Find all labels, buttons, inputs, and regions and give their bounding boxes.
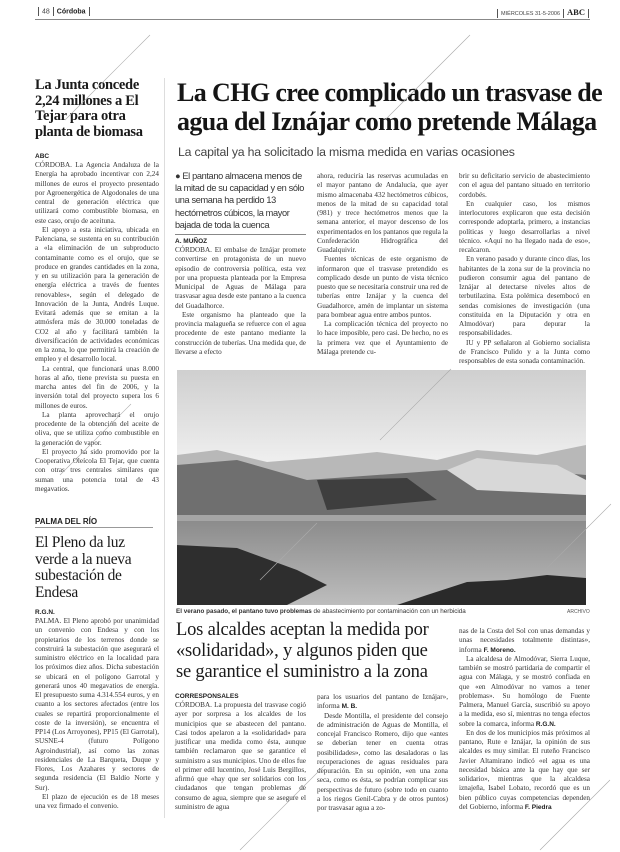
paragraph: El plazo de ejecución es de 18 meses una vez firmado el convenio. xyxy=(35,792,159,810)
divider xyxy=(497,9,498,18)
left-story-2-byline: R.G.N. xyxy=(35,609,55,616)
second-byline: CORRESPONSALES xyxy=(175,693,239,700)
brand-logo: ABC xyxy=(567,7,585,17)
paragraph: El proyecto ha sido promovido por la Cooperativa Oleícola El Tejar, que cuenta con otras tres centrales similares que suman una potencia total de 43 megavatios. xyxy=(35,447,159,493)
paragraph xyxy=(459,655,590,729)
signature: F. Piedra xyxy=(524,803,552,811)
main-headline-line-2: agua del Iznájar como pretende Málaga xyxy=(177,107,597,136)
page-number: 48 xyxy=(42,8,50,16)
paragraph xyxy=(459,729,590,812)
photo-caption-text: de abastecimiento por contaminación con un herbicida xyxy=(313,608,466,615)
paragraph-text: La alcaldesa de Almodóvar, Sierra Luque, también se mostró partidaria de compartir el agua con Málaga, y se mostró confiada en que «en Almodóvar no vamos a tener problemas». Su homólogo de Fuente Palmera, Manuel García, suscribió su apoyo a la medida, eso sí, mientras no tenga efectos sobre la comarca, informa xyxy=(459,654,590,728)
second-headline-line-1: Los alcaldes aceptan la medida por xyxy=(176,620,429,640)
signature: R.G.N. xyxy=(535,720,556,728)
paragraph xyxy=(459,627,590,655)
left-story-1-body xyxy=(35,161,159,494)
left-story-2-body xyxy=(35,617,159,811)
paragraph xyxy=(317,693,448,712)
second-col-3 xyxy=(459,627,590,812)
main-col-1 xyxy=(175,246,306,357)
paragraph: IU y PP señalaron al Gobierno socialista de Francisco Pulido y a la Junta como responsables de esta sonada contaminación. xyxy=(459,338,590,365)
main-headline-line-1: La CHG cree complicado un trasvase de xyxy=(177,78,603,107)
paragraph: Fuentes técnicas de este organismo de informaron que el trasvase pretendido es complicado desde un punto de vista técnico puesto que se necesitaría construir una red de tuberías entre Iznájar y la cuenca del Guadalhorce, amén de implantar un sistema para bombear agua entre ambos puntos. xyxy=(317,255,448,319)
paragraph: La complicación técnica del proyecto no lo hace imposible, pero casi. De hecho, no es la primera vez que el Ayuntamiento de Málaga pretende cu- xyxy=(317,320,448,356)
paragraph: CÓRDOBA. El embalse de Iznájar promete convertirse en protagonista de un nuevo episodio de controversia política, esta vez por una propuesta planteada por la Empresa Municipal de Aguas de Málaga para trasvasar agua desde este pantano a la cuenca del Guadalhorce. xyxy=(175,246,306,310)
paragraph: La central, que funcionará unas 8.000 horas al año, tiene prevista su puesta en marcha antes del fin de 2006, y la inversión total del proyecto supera los 6 millones de euros. xyxy=(35,364,159,410)
highlight-rule xyxy=(175,234,306,235)
main-byline: A. MUÑOZ xyxy=(175,238,208,246)
main-col-2 xyxy=(317,172,448,357)
photo-caption-bold: El verano pasado, el pantano tuvo problemas xyxy=(176,608,312,615)
second-headline-line-2: «solidaridad», y algunos piden que xyxy=(176,641,428,661)
paragraph-text: nas de la Costa del Sol con unas demandas y unas necesidades totalmente distintas», informa xyxy=(459,627,590,654)
left-story-1-headline: La Junta concede 2,24 millones a El Tejar para otra planta de biomasa xyxy=(35,77,143,140)
header-rule xyxy=(35,19,590,20)
divider xyxy=(38,7,39,16)
paragraph: En verano pasado y durante cinco días, los habitantes de la zona sur de la provincia no pudieron consumir agua del pantano de Iznájar al detectarse niveles altos de terbutilazina. Esta polémica desembocó en sendas comisiones de investigación (una constituida en la Diputación y otra en Almodóvar) para depurar la responsabilidades. xyxy=(459,255,590,338)
bullet-icon: ● xyxy=(175,171,181,181)
reservoir-photo xyxy=(177,370,586,605)
divider xyxy=(53,7,54,16)
signature: F. Moreno. xyxy=(483,646,516,654)
paragraph: En cualquier caso, los mismos interlocutores explicaron que esta decisión corresponde adoptarla, primero, a instancias políticas y luego desarrollarlas a nivel técnico. «Aquí no ha llegado nada de eso», recalcaron. xyxy=(459,199,590,254)
column-divider xyxy=(164,78,165,818)
left-story-2-headline: El Pleno da luz verde a la nueva subestación de Endesa xyxy=(35,534,132,601)
paragraph-text: En dos de los municipios más próximos al pantano, Rute e Iznájar, la opinión de sus alcaldes es muy similar. El ruteño Francisco Javier Altamirano indicó «el agua es una necesidad básica ante la que hay que ser solidario», mientras que la alcaldesa iznajeña, Isabel Lobato, recordó que es un bien público cuyas competencias dependen del Gobierno, informa xyxy=(459,728,590,811)
photo-caption xyxy=(176,608,466,615)
second-col-2 xyxy=(317,693,448,813)
divider xyxy=(588,9,589,18)
signature: M. B. xyxy=(341,703,358,711)
page-header-right xyxy=(494,7,592,18)
main-highlight xyxy=(175,170,306,231)
section-name: Córdoba xyxy=(56,8,86,16)
issue-date: MIÉRCOLES 31-5-2006 xyxy=(501,11,561,17)
main-col-1-stack xyxy=(175,170,306,357)
second-col-1 xyxy=(175,701,306,812)
divider xyxy=(563,9,564,18)
paragraph: CÓRDOBA. La propuesta del trasvase cogió ayer por sorpresa a los alcaldes de los municipios que se abastecen del pantano. Casi todos apelaron a la «solidaridad» para justificar una medida como ésta, aunque también reclamaron que se garantice el suministro a sus municipios. Uno de ellos fue el primer edil lucentino, José Luis Bergillos, afirmó que «hay que ser solidarios con los ciudadanos que tengan problemas de consumo de agua, siempre que se asegure el suministro de agua xyxy=(175,701,306,811)
paragraph: Desde Montilla, el presidente del consejo de administración de Aguas de Montilla, el concejal Francisco Romero, dijo que «antes se deberían tener en cuenta otras posibilidades», como las desaladoras o las recuperaciones de aguas residuales para depuración. En su opinión, «en una zona seca, como es ésta, se podrían complicar sus perspectivas de futuro (sobre todo en cuanto a los riegos Genil-Cabra y de otros puntos) por trasvasar agua a zo- xyxy=(317,711,448,812)
paragraph: PALMA. El Pleno aprobó por unanimidad un convenio con Endesa y con los propietarios de los terrenos donde se construirá la subestación que asegurará el suministro eléctrico en la localidad para los próximos diez años. Dicha subestación se ubicará en el polígono Garrotal y generará unos 40 megavatios de energía. El presupuesto suma 4.314.554 euros, y en cuanto a los sectores afectados (entre los cuales se repartirá proporcionalmente el coste de la inversión), se encuentra el PP14 (Los Arroyones), PP15 (El Garrotal), SUSNE-4 (futuro Polígono Agroindustrial), así como las zonas residenciales de La Barqueta, Duque y Flores, Los Azahares y sectores de segunda residencia (El Baldío Norte y Sur). xyxy=(35,617,159,792)
second-headline-line-3: se garantice el suministro a la zona xyxy=(176,662,428,682)
paragraph: ahora, reduciría las reservas acumuladas en el mayor pantano de Andalucía, que ayer mismo almacenaba 432 hectómetros cúbicos, menos de la mitad de su capacidad total (981) y trece hectómetros menos que la semana anterior, el mayor descenso de los experimentados en los pantanos que regula la Confederación Hidrográfica del Guadalquivir. xyxy=(317,172,448,254)
section-label-palma: PALMA DEL RÍO xyxy=(35,517,153,528)
paragraph: El apoyo a esta iniciativa, ubicada en Palenciana, se sustenta en su contribución a «la eliminación de un subproducto contaminante como es el orujo, que se produce en grandes cantidades en la zona, y en su utilización para la generación de energía eléctrica a través de fuentes renovables», según el delegado de Innovación de la Junta, Andrés Luque. Evitará además que se emitan a la atmósfera más de 30.000 toneladas de CO2 al año y facilitará también la diversificación de actividades económicas en la zona, lo que permitirá la creación de empleo y el desarrollo local. xyxy=(35,225,159,364)
main-col-3 xyxy=(459,172,590,366)
main-subheadline: La capital ya ha solicitado la misma medida en varias ocasiones xyxy=(178,145,515,159)
photo-credit: ARCHIVO xyxy=(567,609,590,615)
paragraph: brir su deficitario servicio de abastecimiento con el agua del pantano situado en territorio cordobés. xyxy=(459,172,590,199)
paragraph: La planta aprovechará el orujo procedente de la obtención del aceite de oliva, que se utiliza como combustible en la generación de vapor. xyxy=(35,410,159,447)
page-header-left xyxy=(35,7,93,16)
left-story-1-byline: ABC xyxy=(35,153,50,160)
divider xyxy=(89,7,90,16)
paragraph: Este organismo ha planteado que la provincia malagueña se refuerce con el agua procedente de este pantano mediante la construcción de tuberías. Una medida que, de llevarse a efecto xyxy=(175,310,306,356)
highlight-text: El pantano almacena menos de la mitad de su capacidad y en sólo una semana ha perdido 13 hectómetros cúbicos, la mayor bajada de toda la cuenca xyxy=(175,171,305,230)
paragraph-text: para los usuarios del pantano de Iznájar», informa xyxy=(317,693,448,711)
paragraph: CÓRDOBA. La Agencia Andaluza de la Energía ha aprobado incentivar con 2,24 millones de euros el proyecto presentado por Agroenergética de Algodonales de una central de generación eléctrica que utilizará como combustible biomasa, en este caso, orujo de aceituna. xyxy=(35,161,159,225)
